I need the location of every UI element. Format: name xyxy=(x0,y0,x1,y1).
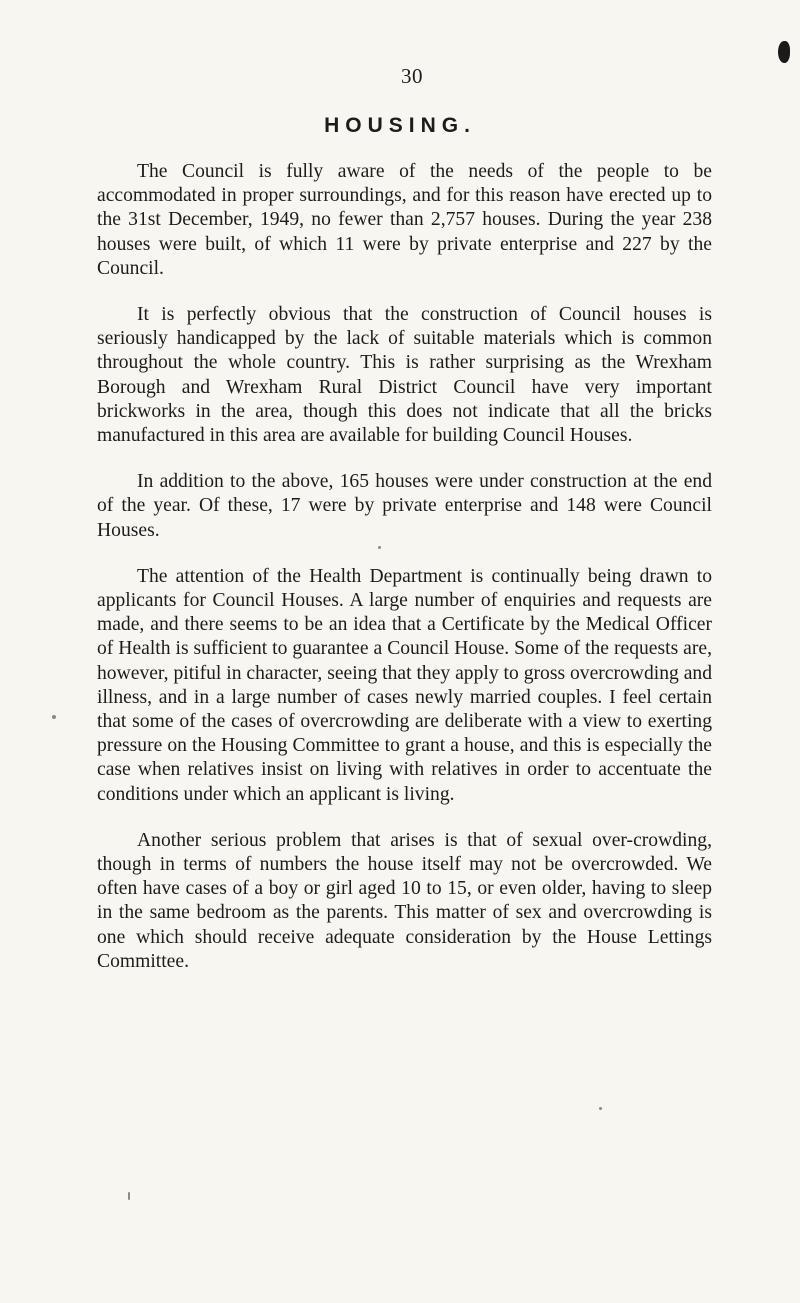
paper-speck xyxy=(128,1192,130,1200)
paragraph-applicants: The attention of the Health Department is continually being drawn to applicants for Council Houses. A large number of enquiries and requests are made, and there seems to be an idea that a Certificate by the Medical Officer of Health is sufficient to guarantee a Council House. Some of the requests are, however, pitiful in character, seeing that they apply to gross overcrowding and illness, and in a large number of cases newly married couples. I feel certain that some of the cases of overcrowding are deliberate with a view to exerting pressure on the Housing Committee to grant a house, and this is especially the case when relatives insist on living with relatives in order to accentuate the conditions under which an applicant is living. xyxy=(97,565,712,805)
paper-speck xyxy=(52,715,56,719)
body-text xyxy=(97,160,712,996)
paragraph-sexual-overcrowding: Another serious problem that arises is that of sexual over-crowding, though in terms of numbers the house itself may not be overcrowded. We often have cases of a boy or girl aged 10 to 15, or even older, having to sleep in the same bedroom as the parents. This matter of sex and overcrowding is one which should receive adequate consideration by the House Lettings Committee. xyxy=(97,829,712,972)
page-number: 30 xyxy=(401,64,423,88)
paragraph-houses-erected: The Council is fully aware of the needs of the people to be accommodated in proper surroundings, and for this reason have erected up to the 31st December, 1949, no fewer than 2,757 houses. During the year 238 houses were built, of which 11 were by private enterprise and 227 by the Council. xyxy=(97,161,712,279)
paper-speck xyxy=(378,546,381,549)
paper-speck xyxy=(599,1107,602,1110)
paragraph-materials-shortage: It is perfectly obvious that the construction of Council houses is seriously handicapped by the lack of suitable materials which is common throughout the whole country. This is rather surprising as the Wrexham Borough and Wrexham Rural District Council have very important brickworks in the area, though this does not indicate that all the bricks manufactured in this area are available for building Council Houses. xyxy=(97,304,712,447)
paragraph-under-construction: In addition to the above, 165 houses were under construction at the end of the year. Of these, 17 were by private enterprise and 148 were Council Houses. xyxy=(97,471,712,541)
section-heading: HOUSING. xyxy=(324,114,476,137)
page-edge-mark xyxy=(778,41,790,63)
